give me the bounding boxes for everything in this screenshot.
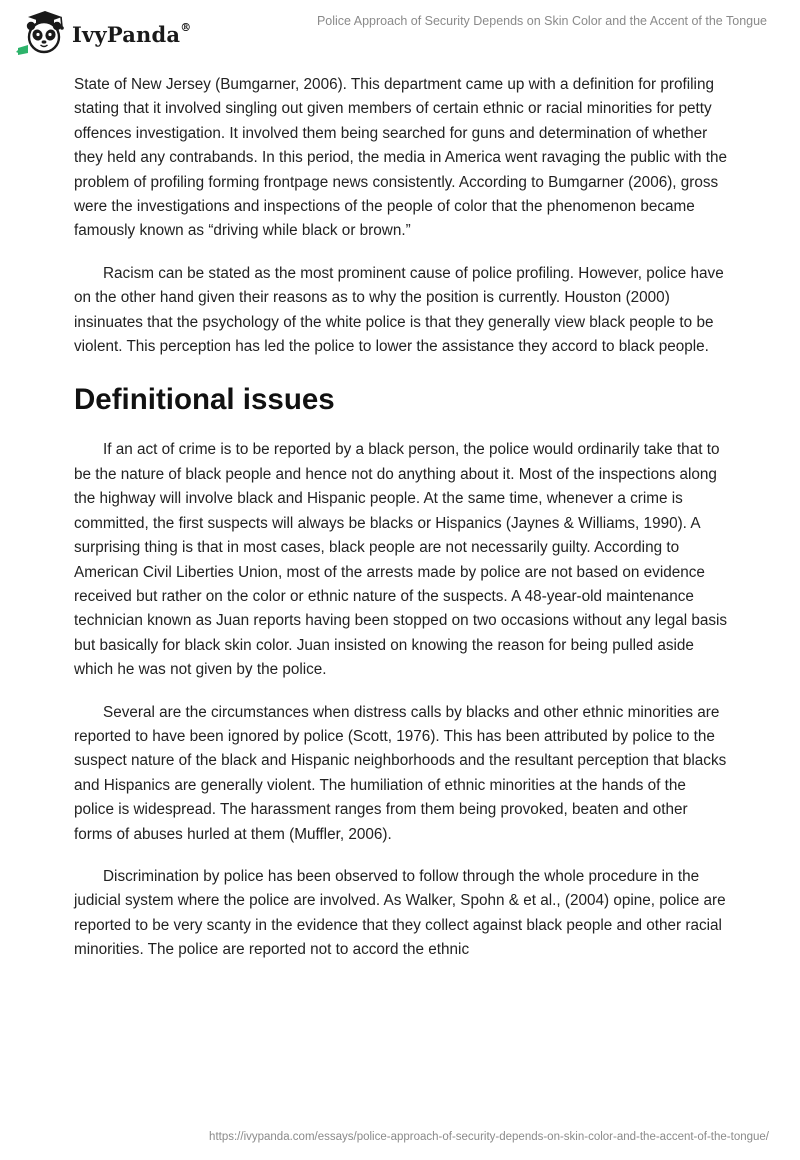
essay-content [74, 73, 728, 981]
paragraph: Racism can be stated as the most prominent cause of police profiling. However, police have on the other hand given their reasons as to why the position is currently. Houston (2000) insinuates that the psychology of the white police is that they generally view black people to be violent. This perception has led the police to lower the assistance they accord to black people. [74, 264, 724, 356]
paragraph: If an act of crime is to be reported by a black person, the police would ordinarily take that to be the nature of black people and hence not do anything about it. Most of the inspections along the highway will involve black and Hispanic people. At the same time, whenever a crime is committed, the first suspects will always be blacks or Hispanics (Jaynes & Williams, 1990). A surprising thing is that in most cases, black people are not necessarily guilty. According to American Civil Liberties Union, most of the arrests made by police are not based on evidence received but rather on the color or ethnic nature of the suspects. A 48-year-old maintenance technician known as Juan reports having been stopped on two occasions without any legal basis but basically for black skin color. Juan insisted on knowing the reason for being pulled aside which he was not given by the police. [74, 441, 728, 679]
document-title: Police Approach of Security Depends on Skin Color and the Accent of the Tongue [316, 14, 767, 28]
paragraph: State of New Jersey (Bumgarner, 2006). This department came up with a definition for profiling stating that it involved singling out given members of certain ethnic or racial minorities for petty offences investigation. It involved them being searched for guns and determination of whether they held any contrabands. In this period, the media in America went ravaging the public with the problem of profiling forming frontpage news consistently. According to Bumgarner (2006), gross were the investigations and inspections of the people of color that the phenomenon became famously known as “driving while black or brown.” [74, 76, 728, 240]
brand-name [72, 22, 191, 47]
paragraph: Discrimination by police has been observed to follow through the whole procedure in the judicial system where the police are involved. As Walker, Spohn & et al., (2004) opine, police are reported to be very scanty in the evidence that they collect against black people and other racial minorities. The police are reported not to accord the ethnic [74, 867, 726, 959]
panda-graduation-cap-icon [14, 8, 68, 56]
brand-logo-link[interactable] [14, 8, 191, 56]
page-header [0, 0, 800, 60]
registered-mark: ® [180, 20, 192, 34]
source-url-link[interactable]: https://ivypanda.com/essays/police-approach-of-security-depends-on-skin-color-and-the-accent-of-the-tongue/ [209, 1131, 769, 1143]
brand-name-text: IvyPanda [72, 21, 181, 47]
paragraph: Several are the circumstances when distress calls by blacks and other ethnic minorities are reported to have been ignored by police (Scott, 1976). This has been attributed by police to the suspect nature of the black and Hispanic neighborhoods and the resultant perception that blacks and Hispanics are generally violent. The humiliation of ethnic minorities at the hands of the police is widespread. The harassment ranges from them being provoked, beaten and other forms of abuses hurled at them (Muffler, 2006). [74, 703, 727, 843]
section-heading: Definitional issues [74, 383, 335, 417]
